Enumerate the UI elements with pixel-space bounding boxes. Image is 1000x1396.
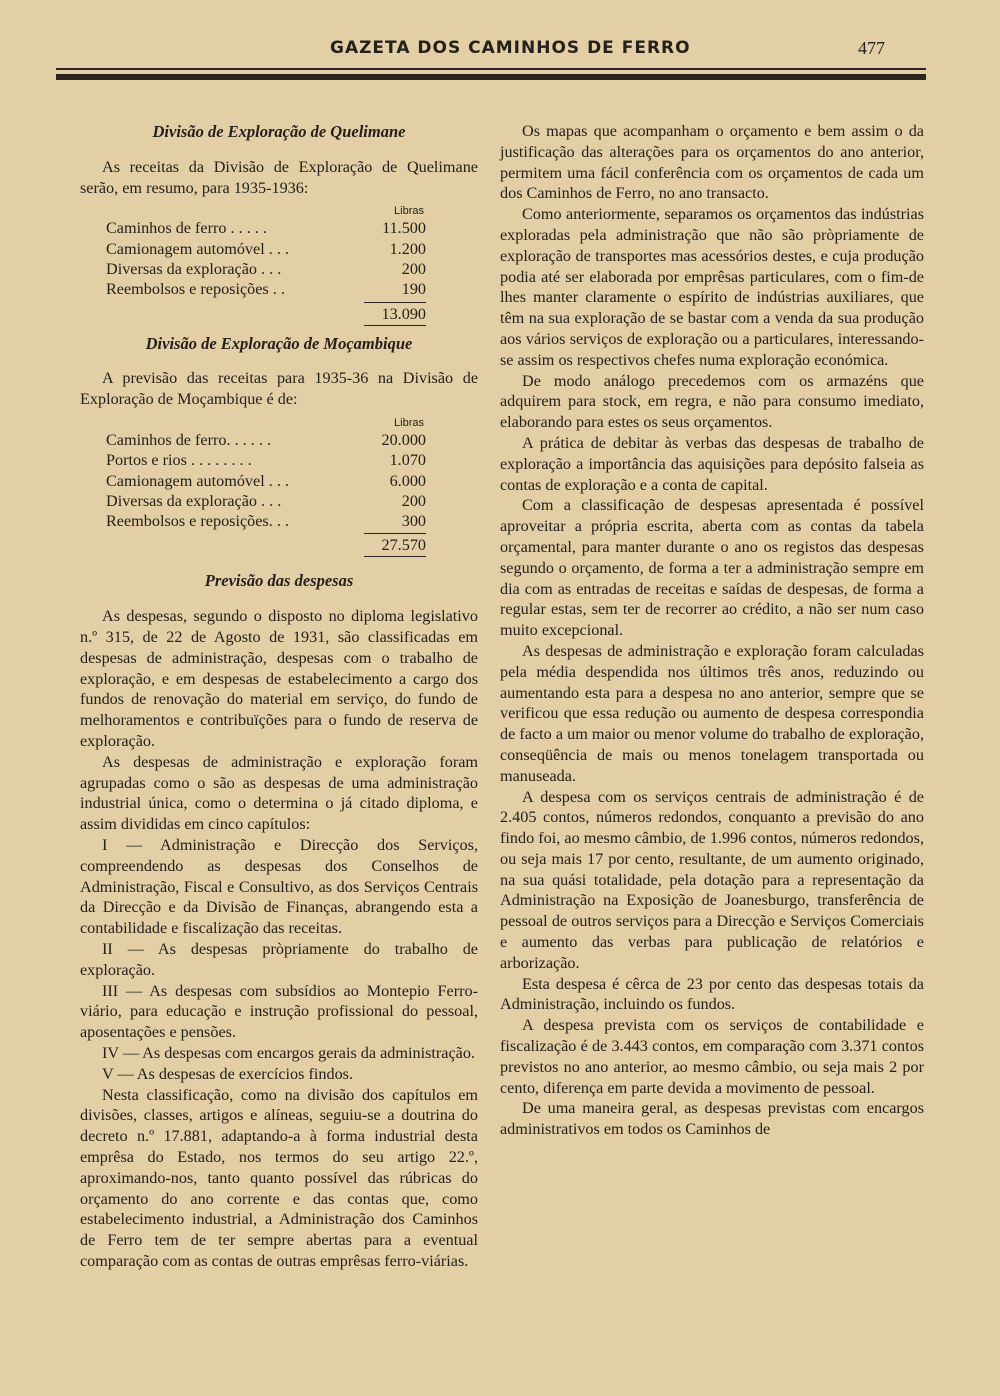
right-column [500,121,924,1140]
body-paragraph: V — As despesas de exercícios findos. [102,1064,354,1083]
ledger-row: Diversas da exploração . . . 200 [106,491,426,510]
body-paragraph: Esta despesa é cêrca de 23 por cento das despesas totais da Administração, incluindo os fundos. [500,974,924,1014]
section-heading-quelimane: Divisão de Exploração de Quelimane [152,122,406,141]
body-paragraph: III — As despesas com subsídios ao Montepio Ferro-viário, para educação e instrução profissional do pessoal, aposentações e pensões. [80,981,478,1042]
ledger-row: Reembolsos e reposições. . . 300 [106,512,426,531]
ledger-row: Camionagem automóvel . . . 1.200 [106,239,426,258]
ledger-row: Camionagem automóvel . . . 6.000 [106,471,426,490]
ledger-row: Diversas da exploração . . . 200 [106,259,426,278]
header-rule-thin [56,68,926,70]
ledger-row: Caminhos de ferro . . . . . 11.500 [106,219,426,238]
ledger-total: 27.570 [106,533,426,557]
quelimane-intro: As receitas da Divisão de Exploração de Quelimane serão, em resumo, para 1935-1936: [80,157,478,197]
header-rule-thick [56,74,926,80]
body-paragraph: A despesa prevista com os serviços de contabilidade e fiscalização é de 3.443 contos, em comparação com 3.371 contos previstos no ano anterior, ao mesmo câmbio, ou seja mais 2 por cento, diferença em parte devida a movimento de pessoal. [500,1016,924,1097]
body-paragraph: A prática de debitar às verbas das despesas de trabalho de exploração a importância das aquisições para depósito falseia as contas de exploração e a conta de capital. [500,433,924,494]
mocambique-intro: A previsão das receitas para 1935-36 na Divisão de Exploração de Moçambique é de: [80,369,478,409]
unit-label: Libras [394,205,424,218]
body-paragraph: A despesa com os serviços centrais de administração é de 2.405 contos, números redondos, conquanto a previsão do ano findo foi, ao mesmo câmbio, de 1.996 contos, números redondos, ou seja mais 17 por cento, resultante, de um aumento originado, na sua quási totalidade, pela dotação para a representação da Administração na Exposição de Joanesburgo, transferência de pessoal de outros serviços para a Direcção e Serviços Comerciais e aumento das verbas para publicação de relatórios e arborização. [500,787,924,972]
body-paragraph: Nesta classificação, como na divisão dos capítulos em divisões, classes, artigos e alíneas, seguiu-se a doutrina do decreto n.º 17.881, adaptando-a à forma industrial desta emprêsa do Estado, nos termos do seu artigo 22.º, aproximando-nos, tanto quanto possível das rúbricas do orçamento do ano corrente e das contas que, como estabelecimento industrial, a Administração dos Caminhos de Ferro tem de ter sempre abertas para a eventual comparação com as contas de outras emprêsas ferro-viárias. [80,1085,478,1270]
ledger-total: 13.090 [106,302,426,326]
body-paragraph: II — As despesas pròpriamente do trabalho de exploração. [80,940,478,979]
unit-label: Libras [394,416,424,429]
body-paragraph: As despesas de administração e exploração foram agrupadas como o são as despesas de uma administração industrial única, como o determina o já citado diploma, e assim divididas em cinco capítulos: [80,752,478,834]
body-paragraph: De modo análogo precedemos com os armazéns que adquirem para stock, em regra, e não para consumo imediato, elaborando para estes os seus orçamentos. [500,371,924,432]
ledger-row: Portos e rios . . . . . . . . 1.070 [106,451,426,470]
ledger-row: Caminhos de ferro. . . . . . 20.000 [106,430,426,449]
body-paragraph: Com a classificação de despesas apresentada é possível aproveitar a própria escrita, aberta com as contas da tabela orçamental, para manter durante o ano os registos das despesas segundo o orçamento, de forma a ter a administração sempre em dia com as entradas de receitas e saídas de despesas, de forma a regular estas, sem ter de recorrer ao crédito, a não ser num caso muito excepcional. [500,496,924,640]
body-paragraph: I — Administração e Direcção dos Serviços, compreendendo as despesas dos Conselhos de Administração, Fiscal e Consultivo, as dos Serviços Centrais da Direcção e da Divisão de Finanças, abrangendo esta a contabilidade e fiscalização das receitas. [80,836,478,938]
page-number: 477 [858,38,885,58]
body-paragraph: De uma maneira geral, as despesas previstas com encargos administrativos em todos os Caminhos de [500,1099,924,1139]
body-paragraph: As despesas, segundo o disposto no diploma legislativo n.º 315, de 22 de Agosto de 1931, são classificadas em despesas de administração, despesas com o trabalho de exploração, e em despesas de estabelecimento a cargo dos fundos de renovação do material em serviço, do fundo de melhoramentos e contribuïções para o fundo de reserva de exploração. [80,607,478,751]
body-paragraph: As despesas de administração e exploração foram calculadas pela média despendida nos últimos três anos, reduzindo ou aumentando esta para a despesa no ano anterior, sempre que se verificou que essa redução ou aumento de despesa correspondia de facto a um maior ou menor volume do trabalho de exploração, conseqüência de mais ou menos tonelagem transportada ou manuseada. [500,641,924,785]
quelimane-revenue-table [106,204,426,325]
section-heading-despesas: Previsão das despesas [204,571,354,591]
ledger-row: Reembolsos e reposições . . 190 [106,280,426,299]
mocambique-revenue-table [106,416,426,557]
section-heading-mocambique: Divisão de Exploração de Moçambique [145,333,413,353]
body-paragraph: Os mapas que acompanham o orçamento e bem assim o da justificação das alterações para os orçamentos do ano anterior, permitem uma fácil conferência com os orçamentos de cada um dos Caminhos de Ferro, no ano transacto. [500,122,924,203]
body-paragraph: Como anteriormente, separamos os orçamentos das indústrias exploradas pela administração que não são pròpriamente de exploração de transportes mas acessórios destes, e cuja produção podia até ser elaborada por emprêsas particulares, com o fim-de lhes manter claramente o espírito de indústrias auxiliares, que têm na sua exploração de se bastar com a venda da sua produção aos vários serviços de exploração ou a particulares, interessando-se assim os respectivos chefes numa exploração económica. [500,205,924,369]
left-column [80,118,478,1272]
running-head-title: GAZETA DOS CAMINHOS DE FERRO [330,38,691,58]
body-paragraph: IV — As despesas com encargos gerais da administração. [102,1043,475,1062]
